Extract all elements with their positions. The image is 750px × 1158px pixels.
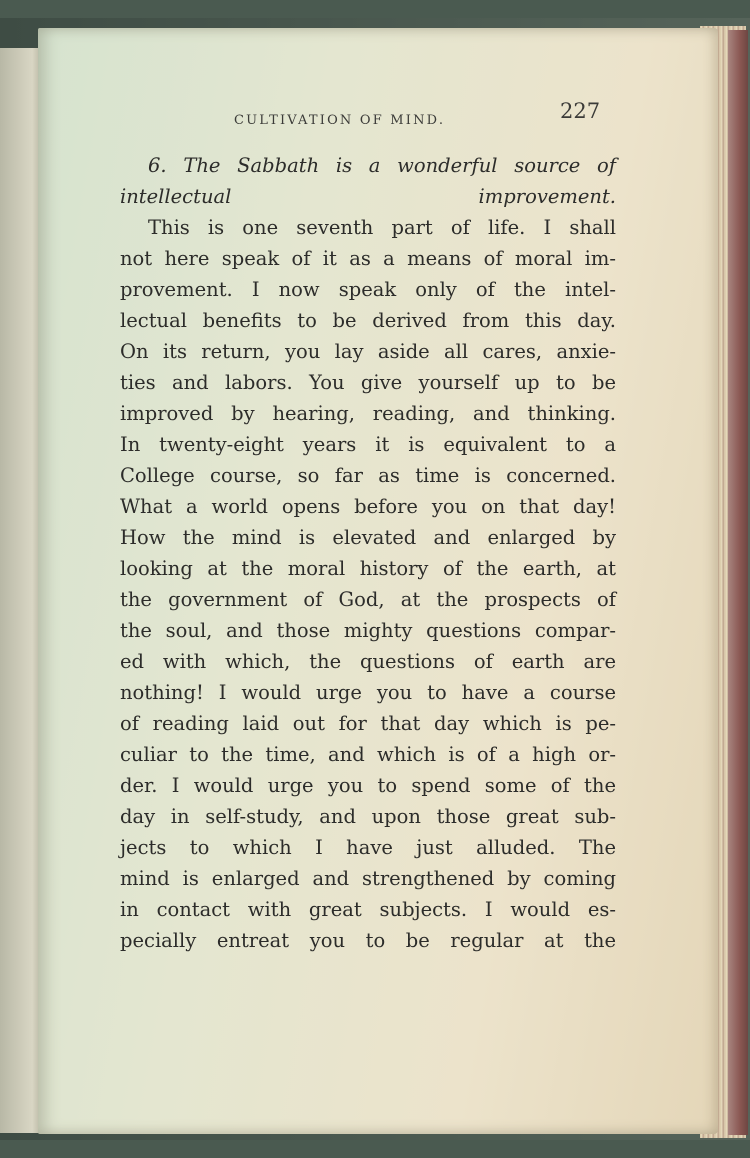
page-number: 227 bbox=[560, 99, 601, 123]
page-edges-red bbox=[728, 30, 748, 1135]
text-line: jects to which I have just alluded. The bbox=[120, 836, 616, 859]
text-line: improved by hearing, reading, and thinking. bbox=[120, 402, 616, 425]
text-line: culiar to the time, and which is of a high or- bbox=[120, 743, 616, 766]
text-line: College course, so far as time is concerned. bbox=[120, 464, 616, 487]
text-line: the government of God, at the prospects of bbox=[120, 588, 616, 611]
text-line: of reading laid out for that day which is pe- bbox=[120, 712, 616, 735]
text-line: On its return, you lay aside all cares, anxie- bbox=[120, 340, 616, 363]
text-line: nothing! I would urge you to have a course bbox=[120, 681, 616, 704]
text-line: looking at the moral history of the earth, at bbox=[120, 557, 616, 580]
text-line: How the mind is elevated and enlarged by bbox=[120, 526, 616, 549]
text-line: day in self-study, and upon those great sub- bbox=[120, 805, 616, 828]
text-line: in contact with great subjects. I would es- bbox=[120, 898, 616, 921]
running-title: CULTIVATION OF MIND. bbox=[234, 113, 446, 128]
text-line: ed with which, the questions of earth are bbox=[120, 650, 616, 673]
text-line: mind is enlarged and strengthened by coming bbox=[120, 867, 616, 890]
heading-line: 6. The Sabbath is a wonderful source of bbox=[148, 154, 616, 177]
text-line: provement. I now speak only of the intel- bbox=[120, 278, 616, 301]
text-line: the soul, and those mighty questions compar- bbox=[120, 619, 616, 642]
text-line: lectual benefits to be derived from this day. bbox=[120, 309, 616, 332]
page-body bbox=[120, 150, 616, 956]
text-line: not here speak of it as a means of moral im- bbox=[120, 247, 616, 270]
text-line: der. I would urge you to spend some of the bbox=[120, 774, 616, 797]
text-line: In twenty-eight years it is equivalent to a bbox=[120, 433, 616, 456]
text-line: pecially entreat you to be regular at the bbox=[120, 929, 616, 952]
text-line: ties and labors. You give yourself up to be bbox=[120, 371, 616, 394]
heading-line: intellectual improvement. bbox=[120, 185, 616, 208]
text-line: What a world opens before you on that day! bbox=[120, 495, 616, 518]
text-line: This is one seventh part of life. I shall bbox=[148, 216, 616, 239]
page-header bbox=[196, 83, 606, 128]
